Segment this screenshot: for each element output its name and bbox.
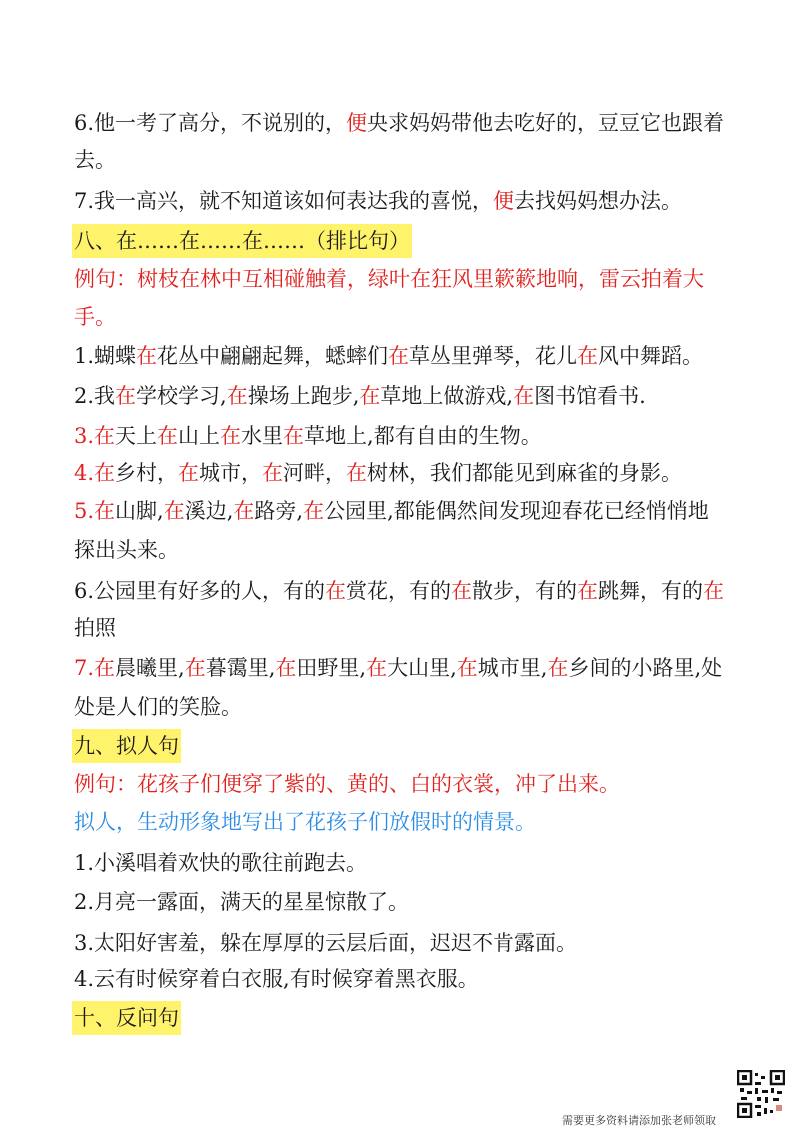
text-segment: 在 xyxy=(513,384,535,408)
text-segment: 风中舞蹈。 xyxy=(598,344,704,368)
text-segment: 路旁, xyxy=(254,499,304,523)
text: 7.我一高兴，就不知道该如何表达我的喜悦， xyxy=(74,189,494,213)
text-segment: 在 xyxy=(456,656,478,680)
text-segment: 公园里,都能偶然间发现迎春花已经悄悄地 xyxy=(324,499,709,523)
text-segment: 在 xyxy=(346,461,368,485)
text-segment: 山脚, xyxy=(115,499,164,523)
text-segment: 在 xyxy=(262,461,284,485)
note-9: 拟人，生动形象地写出了花孩子们放假时的情景。 xyxy=(74,810,536,834)
text-segment: 天上 xyxy=(115,424,158,448)
parallel-5-cont: 探出头来。 xyxy=(74,538,179,562)
text-segment: 河畔， xyxy=(283,461,347,485)
section-heading-8: 八、在……在……在……（排比句） xyxy=(72,224,412,258)
text-segment: 6.公园里有好多的人，有的 xyxy=(74,579,326,603)
text-segment: 在 xyxy=(366,656,388,680)
text-segment: 1.蝴蝶 xyxy=(74,344,137,368)
example-8-line2: 手。 xyxy=(74,305,116,329)
text-segment: 在 xyxy=(136,344,158,368)
text-segment: 赏花，有的 xyxy=(346,579,452,603)
parallel-6 xyxy=(74,576,724,606)
text-segment: 草地上,都有自由的生物。 xyxy=(304,424,542,448)
text-segment: 在 xyxy=(325,579,347,603)
sentence-6 xyxy=(74,108,724,138)
text-segment: 花丛中翩翩起舞，蟋蟀们 xyxy=(157,344,389,368)
personification-3: 3.太阳好害羞，躲在厚厚的云层后面，迟迟不肯露面。 xyxy=(74,931,578,955)
text-segment: 7.在 xyxy=(74,656,116,680)
text-segment: 水里 xyxy=(241,424,284,448)
text-segment: 在 xyxy=(184,656,206,680)
text: 6.他一考了高分，不说别的， xyxy=(74,111,347,135)
sentence-6-cont: 去。 xyxy=(74,148,116,172)
text-segment: 在 xyxy=(577,344,599,368)
text-segment: 在 xyxy=(388,344,410,368)
text-segment: 在 xyxy=(163,499,185,523)
parallel-7-cont: 处是人们的笑脸。 xyxy=(74,695,242,719)
text-segment: 在 xyxy=(451,579,473,603)
keyword: 便 xyxy=(493,189,515,213)
parallel-7 xyxy=(74,653,722,683)
text-segment: 2.我 xyxy=(74,384,116,408)
text-segment: 暮霭里, xyxy=(205,656,276,680)
text-segment: 图书馆看书. xyxy=(534,384,646,408)
personification-2: 2.月亮一露面，满天的星星惊散了。 xyxy=(74,890,410,914)
text-segment: 在 xyxy=(157,424,179,448)
parallel-2 xyxy=(74,381,646,411)
text-segment: 田野里, xyxy=(296,656,367,680)
text-segment: 3.在 xyxy=(74,424,116,448)
text-segment: 跳舞，有的 xyxy=(598,579,704,603)
parallel-5 xyxy=(74,496,709,526)
parallel-6-cont: 拍照 xyxy=(74,616,116,640)
text-segment: 在 xyxy=(577,579,599,603)
text-segment: 在 xyxy=(275,656,297,680)
text-segment: 城市， xyxy=(199,461,263,485)
text-segment: 在 xyxy=(303,499,325,523)
text-segment: 5.在 xyxy=(74,499,116,523)
text: 央求妈妈带他去吃好的，豆豆它也跟着 xyxy=(367,111,725,135)
section-heading-10: 十、反问句 xyxy=(72,1001,181,1035)
text-segment: 草地上做游戏, xyxy=(380,384,514,408)
personification-1: 1.小溪唱着欢快的歌往前跑去。 xyxy=(74,851,368,875)
text: 去找妈妈想办法。 xyxy=(514,189,683,213)
text-segment: 晨曦里, xyxy=(115,656,185,680)
text-segment: 在 xyxy=(233,499,255,523)
text-segment: 城市里, xyxy=(477,656,548,680)
text-segment: 树林，我们都能见到麻雀的身影。 xyxy=(367,461,683,485)
text-segment: 溪边, xyxy=(184,499,234,523)
text-segment: 在 xyxy=(115,384,137,408)
text-segment: 学校学习, xyxy=(136,384,227,408)
parallel-1 xyxy=(74,341,703,371)
text-segment: 散步，有的 xyxy=(472,579,578,603)
text-segment: 山上 xyxy=(178,424,221,448)
example-9: 例句：花孩子们便穿了紫的、黄的、白的衣裳，冲了出来。 xyxy=(74,772,620,796)
section-heading-9: 九、拟人句 xyxy=(72,729,181,763)
text-segment: 在 xyxy=(703,579,725,603)
text-segment: 在 xyxy=(226,384,248,408)
text-segment: 在 xyxy=(178,461,200,485)
parallel-3 xyxy=(74,421,542,451)
example-8-line1: 例句：树枝在林中互相碰触着，绿叶在狂风里簌簌地响，雷云拍着大 xyxy=(74,267,704,291)
footer-note: 需要更多资料请添加张老师领取 xyxy=(562,1114,716,1127)
text-segment: 大山里, xyxy=(387,656,457,680)
text-segment: 在 xyxy=(283,424,305,448)
sentence-7 xyxy=(74,186,682,216)
text-segment: 在 xyxy=(359,384,381,408)
parallel-4 xyxy=(74,458,682,488)
text-segment: 在 xyxy=(547,656,569,680)
text-segment: 操场上跑步, xyxy=(247,384,360,408)
personification-4: 4.云有时候穿着白衣服,有时候穿着黑衣服。 xyxy=(74,967,479,991)
text-segment: 乡间的小路里,处 xyxy=(568,656,723,680)
text-segment: 在 xyxy=(220,424,242,448)
qr-code-icon xyxy=(737,1070,785,1118)
text-segment: 草丛里弹琴，花儿 xyxy=(409,344,578,368)
text-segment: 4.在 xyxy=(74,461,116,485)
keyword: 便 xyxy=(346,111,368,135)
text-segment: 乡村， xyxy=(115,461,179,485)
